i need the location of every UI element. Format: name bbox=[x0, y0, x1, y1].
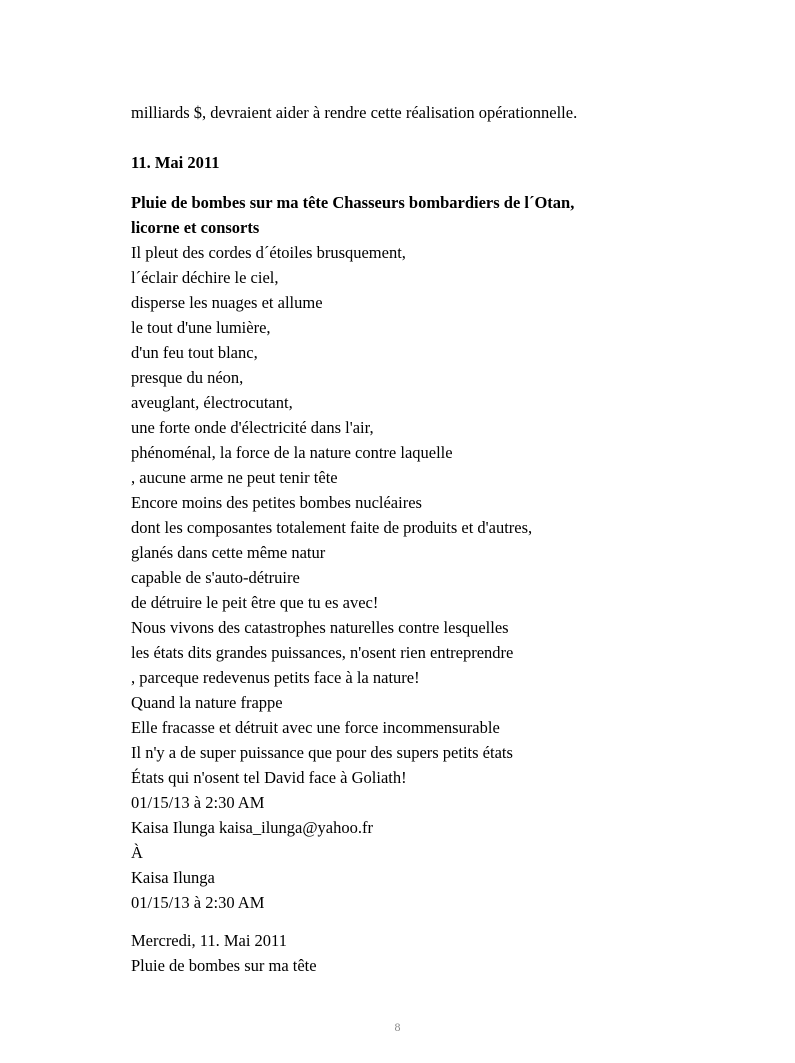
poem-line: d'un feu tout blanc, bbox=[131, 343, 258, 362]
poem-line: Elle fracasse et détruit avec une force incommensurable bbox=[131, 718, 500, 737]
poem-line: , parceque redevenus petits face à la nature! bbox=[131, 668, 420, 687]
recipient-prefix: À bbox=[131, 843, 143, 862]
poem-line: presque du néon, bbox=[131, 368, 244, 387]
tail-block bbox=[131, 928, 691, 978]
recipient-name: Kaisa Ilunga bbox=[131, 868, 215, 887]
poem-line: le tout d'une lumière, bbox=[131, 318, 271, 337]
poem-line: Nous vivons des catastrophes naturelles contre lesquelles bbox=[131, 618, 509, 637]
poem-title-line: licorne et consorts bbox=[131, 218, 260, 237]
poem-line: aveuglant, électrocutant, bbox=[131, 393, 293, 412]
poem-line: une forte onde d'électricité dans l'air, bbox=[131, 418, 374, 437]
poem-line: Il pleut des cordes d´étoiles brusquement, bbox=[131, 243, 406, 262]
intro-line: milliards $, devraient aider à rendre cette réalisation opérationnelle. bbox=[131, 103, 578, 122]
poem-line: États qui n'osent tel David face à Goliath! bbox=[131, 768, 407, 787]
poem-line: , aucune arme ne peut tenir tête bbox=[131, 468, 338, 487]
poem-line: glanés dans cette même natur bbox=[131, 543, 326, 562]
poem-line: Encore moins des petites bombes nucléaires bbox=[131, 493, 422, 512]
author-email-line: Kaisa Ilunga kaisa_ilunga@yahoo.fr bbox=[131, 818, 373, 837]
poem-line: Il n'y a de super puissance que pour des supers petits états bbox=[131, 743, 513, 762]
tail-title-line: Pluie de bombes sur ma tête bbox=[131, 956, 317, 975]
poem-line: dont les composantes totalement faite de produits et d'autres, bbox=[131, 518, 533, 537]
poem-line: l´éclair déchire le ciel, bbox=[131, 268, 279, 287]
poem-line: disperse les nuages et allume bbox=[131, 293, 323, 312]
poem-line: capable de s'auto-détruire bbox=[131, 568, 300, 587]
poem-line: Quand la nature frappe bbox=[131, 693, 283, 712]
timestamp: 01/15/13 à 2:30 AM bbox=[131, 893, 265, 912]
poem-title-line: Pluie de bombes sur ma tête Chasseurs bombardiers de l´Otan, bbox=[131, 193, 575, 212]
poem-line: phénoménal, la force de la nature contre laquelle bbox=[131, 443, 453, 462]
tail-date-line: Mercredi, 11. Mai 2011 bbox=[131, 931, 287, 950]
date-heading: 11. Mai 2011 bbox=[131, 153, 220, 172]
page-number: 8 bbox=[394, 1020, 401, 1034]
timestamp: 01/15/13 à 2:30 AM bbox=[131, 793, 265, 812]
poem-line: les états dits grandes puissances, n'osent rien entreprendre bbox=[131, 643, 514, 662]
poem-line: de détruire le peit être que tu es avec! bbox=[131, 593, 379, 612]
poem-block bbox=[131, 190, 691, 915]
